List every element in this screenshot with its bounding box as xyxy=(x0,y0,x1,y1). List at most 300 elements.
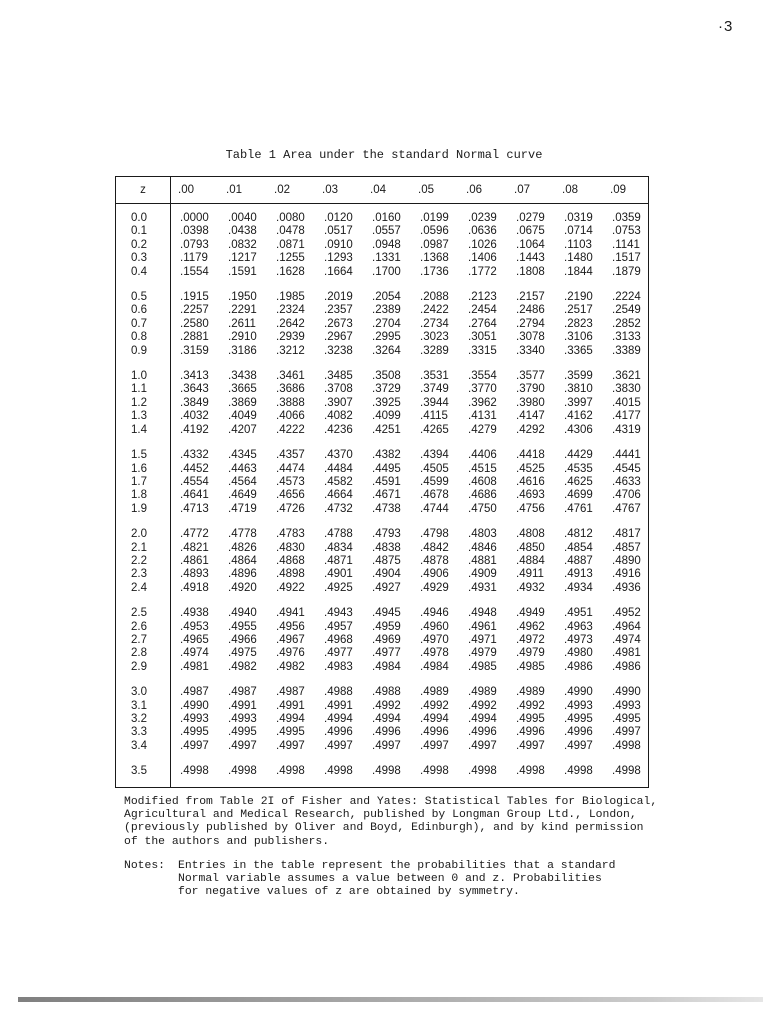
probability-cell: .4992 xyxy=(516,699,545,712)
probability-cell: .4979 xyxy=(516,647,545,660)
probability-cell: .0675 xyxy=(516,225,545,238)
probability-cell: .4986 xyxy=(564,660,593,673)
probability-cell: .4995 xyxy=(228,726,257,739)
probability-cell: .4778 xyxy=(228,528,257,541)
z-value: 0.9 xyxy=(131,344,147,357)
probability-cell: .4982 xyxy=(228,660,257,673)
probability-cell: .4940 xyxy=(228,607,257,620)
scan-edge-rule xyxy=(18,997,763,1002)
probability-cell: .4997 xyxy=(324,739,353,752)
probability-cell: .0239 xyxy=(468,212,497,224)
probability-cell: .4957 xyxy=(324,620,353,633)
probability-cell: .4826 xyxy=(228,541,257,554)
probability-cell: .4616 xyxy=(516,475,545,488)
probability-cell: .4890 xyxy=(612,554,641,567)
probability-cell: .4808 xyxy=(516,528,545,541)
probability-cell: .4756 xyxy=(516,502,545,515)
probability-cell: .4821 xyxy=(180,541,209,554)
probability-cell: .4965 xyxy=(180,633,209,646)
probability-cell: .0398 xyxy=(180,225,209,238)
probability-cell: .0080 xyxy=(276,212,305,224)
probability-cell: .4177 xyxy=(612,410,641,423)
probability-cell: .4357 xyxy=(276,449,305,462)
probability-cell: .4968 xyxy=(324,633,353,646)
group-spacer-row xyxy=(116,279,650,291)
probability-cell: .4996 xyxy=(468,726,497,739)
probability-cell: .4573 xyxy=(276,475,305,488)
probability-cell: .1179 xyxy=(180,252,208,265)
probability-cell: .4998 xyxy=(180,765,209,778)
probability-cell: .3944 xyxy=(420,396,449,409)
column-header: .09 xyxy=(610,184,626,196)
probability-cell: .3078 xyxy=(516,331,545,344)
table-row xyxy=(116,331,650,344)
probability-cell: .4817 xyxy=(612,528,641,541)
probability-cell: .4916 xyxy=(612,568,641,581)
probability-cell: .4987 xyxy=(180,686,209,699)
probability-cell: .4966 xyxy=(228,633,257,646)
probability-cell: .1628 xyxy=(276,265,305,278)
probability-cell: .4992 xyxy=(420,699,449,712)
probability-cell: .4984 xyxy=(372,660,401,673)
probability-cell: .4995 xyxy=(516,713,545,725)
column-header: .04 xyxy=(370,184,386,196)
probability-cell: .4943 xyxy=(324,607,353,620)
probability-cell: .4980 xyxy=(564,647,593,660)
table-row xyxy=(116,740,650,753)
probability-cell: .1915 xyxy=(180,291,209,304)
table-row xyxy=(116,661,650,674)
probability-cell: .2517 xyxy=(564,304,593,317)
probability-cell: .4207 xyxy=(228,423,257,436)
table-row xyxy=(116,647,650,660)
probability-cell: .4982 xyxy=(276,660,305,673)
probability-cell: .4998 xyxy=(516,765,545,778)
probability-cell: .0319 xyxy=(564,212,593,224)
probability-cell: .4554 xyxy=(180,475,209,488)
z-value: 0.1 xyxy=(131,225,147,238)
probability-cell: .4881 xyxy=(468,554,497,567)
probability-cell: .1664 xyxy=(324,265,353,278)
z-value: 1.8 xyxy=(131,489,147,502)
probability-cell: .4959 xyxy=(372,620,401,633)
probability-cell: .1591 xyxy=(228,265,257,278)
probability-cell: .4990 xyxy=(612,686,641,699)
probability-cell: .3438 xyxy=(228,370,257,383)
probability-cell: .4987 xyxy=(276,686,305,699)
probability-cell: .4988 xyxy=(372,686,401,699)
probability-cell: .4772 xyxy=(180,528,209,541)
probability-cell: .4931 xyxy=(468,581,497,594)
probability-cell: .4793 xyxy=(372,528,401,541)
probability-cell: .4798 xyxy=(420,528,449,541)
probability-cell: .4998 xyxy=(612,765,641,778)
table-row xyxy=(116,383,650,396)
source-note-line: Agricultural and Medical Research, published by Longman Group Ltd., London, xyxy=(124,809,637,822)
probability-cell: .4962 xyxy=(516,620,545,633)
probability-cell: .4998 xyxy=(564,765,593,778)
probability-cell: .4952 xyxy=(612,607,641,620)
probability-cell: .4671 xyxy=(372,489,401,502)
probability-cell: .4967 xyxy=(276,633,305,646)
probability-cell: .3770 xyxy=(468,383,497,396)
group-spacer-row xyxy=(116,358,650,370)
probability-cell: .4812 xyxy=(564,528,593,541)
table-row xyxy=(116,542,650,555)
column-header: .02 xyxy=(274,184,290,196)
probability-cell: .4452 xyxy=(180,462,209,475)
probability-cell: .4991 xyxy=(228,699,257,712)
probability-cell: .4977 xyxy=(372,647,401,660)
table-row xyxy=(116,489,650,502)
z-value: 2.2 xyxy=(131,554,147,567)
probability-cell: .4979 xyxy=(468,647,497,660)
probability-cell: .4850 xyxy=(516,541,545,554)
probability-cell: .4750 xyxy=(468,502,497,515)
z-value: 0.4 xyxy=(131,265,147,278)
probability-cell: .4904 xyxy=(372,568,401,581)
probability-cell: .3289 xyxy=(420,344,449,357)
probability-cell: .3212 xyxy=(276,344,305,357)
notes-section xyxy=(124,860,664,900)
probability-cell: .1331 xyxy=(372,252,401,265)
probability-cell: .4719 xyxy=(228,502,257,515)
probability-cell: .3577 xyxy=(516,370,545,383)
table-row xyxy=(116,397,650,410)
probability-cell: .4015 xyxy=(612,396,641,409)
probability-cell: .4946 xyxy=(420,607,449,620)
probability-cell: .4738 xyxy=(372,502,401,515)
probability-cell: .4974 xyxy=(612,633,641,646)
column-header: .03 xyxy=(322,184,338,196)
probability-cell: .1064 xyxy=(516,238,545,251)
probability-cell: .4495 xyxy=(372,462,401,475)
probability-cell: .2422 xyxy=(420,304,449,317)
spacer-row xyxy=(116,201,650,212)
probability-cell: .4192 xyxy=(180,423,209,436)
probability-cell: .4981 xyxy=(180,660,209,673)
probability-cell: .3461 xyxy=(276,370,305,383)
probability-cell: .0040 xyxy=(228,212,257,224)
probability-cell: .4319 xyxy=(612,423,641,436)
probability-cell: .4995 xyxy=(612,713,641,725)
normal-table xyxy=(115,176,649,788)
table-row xyxy=(116,607,650,620)
probability-cell: .3159 xyxy=(180,344,209,357)
probability-cell: .1808 xyxy=(516,265,545,278)
probability-cell: .2794 xyxy=(516,317,545,330)
probability-cell: .2995 xyxy=(372,331,401,344)
probability-cell: .4222 xyxy=(276,423,305,436)
probability-cell: .4641 xyxy=(180,489,209,502)
probability-cell: .4599 xyxy=(420,475,449,488)
probability-cell: .4996 xyxy=(564,726,593,739)
probability-cell: .2123 xyxy=(468,291,497,304)
probability-cell: .0199 xyxy=(420,212,449,224)
table-row xyxy=(116,449,650,462)
probability-cell: .4515 xyxy=(468,462,497,475)
probability-cell: .2157 xyxy=(516,291,545,304)
probability-cell: .4948 xyxy=(468,607,497,620)
probability-cell: .4525 xyxy=(516,462,545,475)
probability-cell: .4956 xyxy=(276,620,305,633)
table-row xyxy=(116,291,650,304)
probability-cell: .4998 xyxy=(420,765,449,778)
probability-cell: .4625 xyxy=(564,475,593,488)
probability-cell: .4893 xyxy=(180,568,209,581)
probability-cell: .4997 xyxy=(516,739,545,752)
probability-cell: .4686 xyxy=(468,489,497,502)
probability-cell: .3962 xyxy=(468,396,497,409)
probability-cell: .4997 xyxy=(468,739,497,752)
table-row xyxy=(116,765,650,778)
z-value: 0.2 xyxy=(131,238,147,251)
table-row xyxy=(116,726,650,739)
z-value: 3.4 xyxy=(131,739,147,752)
probability-cell: .4803 xyxy=(468,528,497,541)
table-row xyxy=(116,225,650,238)
probability-cell: .4345 xyxy=(228,449,257,462)
probability-cell: .4963 xyxy=(564,620,593,633)
probability-cell: .1103 xyxy=(564,238,592,251)
probability-cell: .4989 xyxy=(468,686,497,699)
notes-text xyxy=(178,860,664,900)
probability-cell: .4996 xyxy=(372,726,401,739)
probability-cell: .0557 xyxy=(372,225,401,238)
probability-cell: .0714 xyxy=(564,225,593,238)
probability-cell: .0160 xyxy=(372,212,401,224)
table-row xyxy=(116,568,650,581)
z-value: 1.9 xyxy=(131,502,147,515)
z-value: 2.3 xyxy=(131,568,147,581)
probability-cell: .4973 xyxy=(564,633,593,646)
probability-cell: .3599 xyxy=(564,370,593,383)
probability-cell: .4591 xyxy=(372,475,401,488)
probability-cell: .4987 xyxy=(228,686,257,699)
probability-cell: .4474 xyxy=(276,462,305,475)
probability-cell: .2704 xyxy=(372,317,401,330)
probability-cell: .0753 xyxy=(612,225,641,238)
probability-cell: .4838 xyxy=(372,541,401,554)
probability-cell: .1368 xyxy=(420,252,449,265)
table-row xyxy=(116,304,650,317)
probability-cell: .4896 xyxy=(228,568,257,581)
probability-cell: .2642 xyxy=(276,317,305,330)
probability-cell: .4998 xyxy=(228,765,257,778)
probability-cell: .4951 xyxy=(564,607,593,620)
probability-cell: .4992 xyxy=(372,699,401,712)
probability-cell: .1772 xyxy=(468,265,497,278)
probability-cell: .2823 xyxy=(564,317,593,330)
probability-cell: .4066 xyxy=(276,410,305,423)
probability-cell: .1443 xyxy=(516,252,545,265)
probability-cell: .4115 xyxy=(420,410,448,423)
group-spacer-row xyxy=(116,753,650,765)
probability-cell: .1480 xyxy=(564,252,593,265)
probability-cell: .0438 xyxy=(228,225,257,238)
probability-cell: .1554 xyxy=(180,265,209,278)
table-row xyxy=(116,252,650,265)
probability-cell: .4927 xyxy=(372,581,401,594)
probability-cell: .3621 xyxy=(612,370,641,383)
probability-cell: .4898 xyxy=(276,568,305,581)
probability-cell: .3925 xyxy=(372,396,401,409)
probability-cell: .4998 xyxy=(324,765,353,778)
probability-cell: .4969 xyxy=(372,633,401,646)
probability-cell: .4484 xyxy=(324,462,353,475)
probability-cell: .4535 xyxy=(564,462,593,475)
probability-cell: .0478 xyxy=(276,225,305,238)
probability-cell: .4147 xyxy=(516,410,545,423)
table-body xyxy=(116,201,650,779)
probability-cell: .1700 xyxy=(372,265,401,278)
probability-cell: .4994 xyxy=(372,713,401,725)
probability-cell: .4251 xyxy=(372,423,401,436)
probability-cell: .3810 xyxy=(564,383,593,396)
probability-cell: .0279 xyxy=(516,212,545,224)
probability-cell: .4996 xyxy=(420,726,449,739)
probability-cell: .2324 xyxy=(276,304,305,317)
probability-cell: .4726 xyxy=(276,502,305,515)
probability-cell: .4998 xyxy=(372,765,401,778)
probability-cell: .4868 xyxy=(276,554,305,567)
probability-cell: .3708 xyxy=(324,383,353,396)
probability-cell: .4842 xyxy=(420,541,449,554)
probability-cell: .3023 xyxy=(420,331,449,344)
probability-cell: .3997 xyxy=(564,396,593,409)
group-spacer-row xyxy=(116,595,650,607)
probability-cell: .4429 xyxy=(564,449,593,462)
probability-cell: .4857 xyxy=(612,541,641,554)
probability-cell: .4649 xyxy=(228,489,257,502)
notes-line: for negative values of z are obtained by symmetry. xyxy=(178,886,520,899)
probability-cell: .4864 xyxy=(228,554,257,567)
probability-cell: .4441 xyxy=(612,449,641,462)
probability-cell: .4955 xyxy=(228,620,257,633)
probability-cell: .4938 xyxy=(180,607,209,620)
probability-cell: .4994 xyxy=(324,713,353,725)
probability-cell: .4993 xyxy=(228,713,257,725)
probability-cell: .4971 xyxy=(468,633,497,646)
probability-cell: .4099 xyxy=(372,410,401,423)
probability-cell: .4929 xyxy=(420,581,449,594)
probability-cell: .4975 xyxy=(228,647,257,660)
table-row xyxy=(116,634,650,647)
probability-cell: .0517 xyxy=(324,225,353,238)
source-note-line: of the authors and publishers. xyxy=(124,835,330,848)
probability-cell: .4974 xyxy=(180,647,209,660)
probability-cell: .3389 xyxy=(612,344,641,357)
probability-cell: .1217 xyxy=(228,252,257,265)
source-note-line: (previously published by Oliver and Boyd, Edinburgh), and by kind permission xyxy=(124,822,644,835)
probability-cell: .2673 xyxy=(324,317,353,330)
probability-cell: .0871 xyxy=(276,238,305,251)
probability-cell: .4945 xyxy=(372,607,401,620)
probability-cell: .4996 xyxy=(324,726,353,739)
probability-cell: .2019 xyxy=(324,291,353,304)
probability-cell: .4995 xyxy=(564,713,593,725)
table-title: Tablе 1 Area under the standard Normal curve xyxy=(225,148,543,162)
probability-cell: .4993 xyxy=(564,699,593,712)
probability-cell: .4922 xyxy=(276,581,305,594)
probability-cell: .2549 xyxy=(612,304,641,317)
group-spacer-row xyxy=(116,516,650,528)
notes-line: Entries in the table represent the probabilities that a standard xyxy=(178,860,616,872)
probability-cell: .4941 xyxy=(276,607,305,620)
column-header: .00 xyxy=(178,184,194,196)
probability-cell: .2190 xyxy=(564,291,593,304)
probability-cell: .4920 xyxy=(228,581,257,594)
z-value: 0.3 xyxy=(131,252,147,265)
z-header: z xyxy=(140,184,146,196)
probability-cell: .3665 xyxy=(228,383,257,396)
table-row xyxy=(116,239,650,252)
probability-cell: .4332 xyxy=(180,449,209,462)
probability-cell: .2764 xyxy=(468,317,497,330)
probability-cell: .3106 xyxy=(564,331,593,344)
source-note xyxy=(124,796,664,849)
z-value: 0.7 xyxy=(131,317,147,330)
notes-line: Normal variable assumes a value between 0 and z. Probabilities xyxy=(178,873,602,886)
z-value: 1.5 xyxy=(131,449,147,462)
probability-cell: .4985 xyxy=(516,660,545,673)
probability-cell: .4989 xyxy=(420,686,449,699)
probability-cell: .3238 xyxy=(324,344,353,357)
probability-cell: .3485 xyxy=(324,370,353,383)
probability-cell: .4911 xyxy=(516,568,544,581)
probability-cell: .2357 xyxy=(324,304,353,317)
table-row xyxy=(116,528,650,541)
table-row xyxy=(116,370,650,383)
probability-cell: .4582 xyxy=(324,475,353,488)
normal-table-grid xyxy=(116,180,650,779)
probability-cell: .3643 xyxy=(180,383,209,396)
probability-cell: .4878 xyxy=(420,554,449,567)
probability-cell: .4830 xyxy=(276,541,305,554)
table-row xyxy=(116,621,650,634)
header-row xyxy=(116,180,650,201)
table-row xyxy=(116,503,650,516)
probability-cell: .4861 xyxy=(180,554,209,567)
probability-cell: .4236 xyxy=(324,423,353,436)
probability-cell: .4279 xyxy=(468,423,497,436)
z-value: 1.0 xyxy=(131,370,147,383)
table-row xyxy=(116,266,650,279)
z-value: 2.5 xyxy=(131,607,147,620)
probability-cell: .4981 xyxy=(612,647,641,660)
probability-cell: .1985 xyxy=(276,291,305,304)
probability-cell: .4265 xyxy=(420,423,449,436)
probability-cell: .4608 xyxy=(468,475,497,488)
probability-cell: .3554 xyxy=(468,370,497,383)
probability-cell: .3849 xyxy=(180,396,209,409)
probability-cell: .4633 xyxy=(612,475,641,488)
probability-cell: .0359 xyxy=(612,212,641,224)
probability-cell: .4505 xyxy=(420,462,449,475)
probability-cell: .0948 xyxy=(372,238,401,251)
table-row xyxy=(116,686,650,699)
probability-cell: .4846 xyxy=(468,541,497,554)
probability-cell: .4761 xyxy=(564,502,593,515)
probability-cell: .4995 xyxy=(276,726,305,739)
probability-cell: .4978 xyxy=(420,647,449,660)
z-value: 1.2 xyxy=(131,396,147,409)
probability-cell: .4990 xyxy=(564,686,593,699)
probability-cell: .4989 xyxy=(516,686,545,699)
probability-cell: .4909 xyxy=(468,568,497,581)
z-value: 3.2 xyxy=(131,713,147,725)
z-value: 1.7 xyxy=(131,475,147,488)
